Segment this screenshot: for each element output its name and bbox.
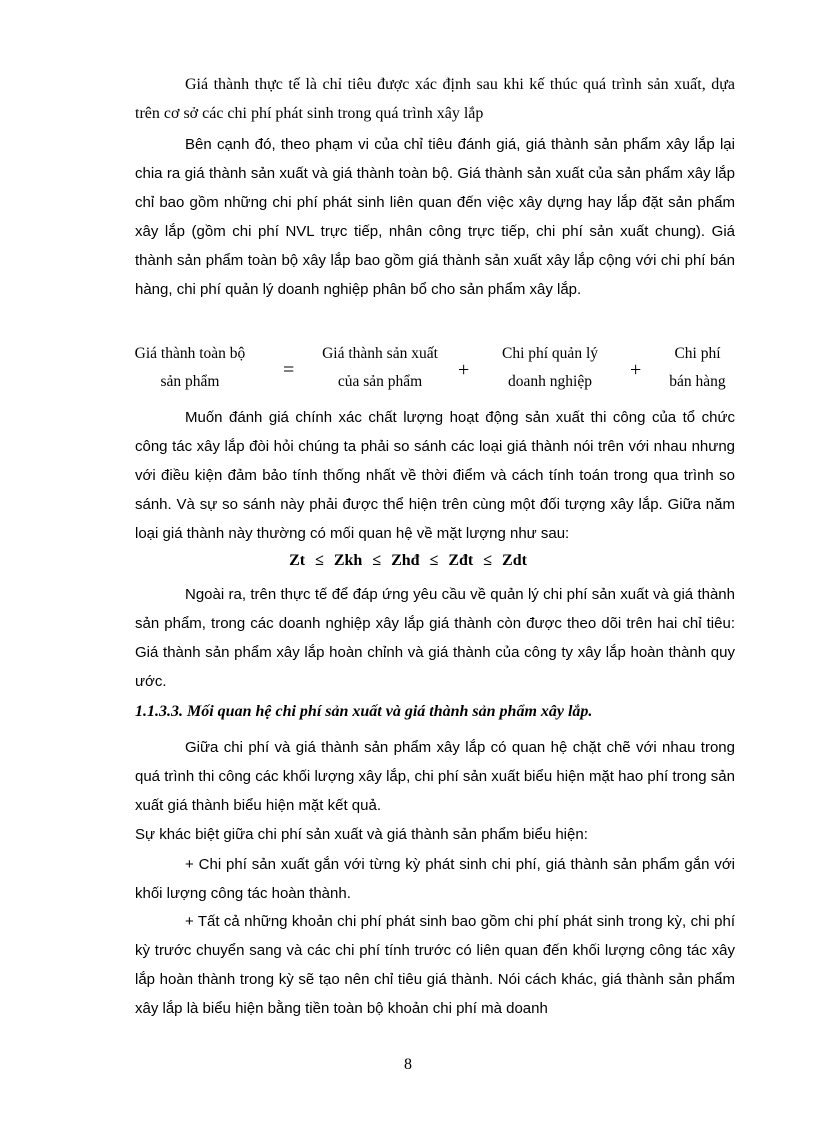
formula-term-selling-cost: Chi phí bán hàng	[669, 345, 726, 390]
paragraph-differences-intro: Sự khác biệt giữa chi phí sản xuất và giá thành sản phẩm biểu hiện:	[135, 826, 588, 843]
section-heading: 1.1.3.3. Mối quan hệ chi phí sản xuất và giá thành sản phẩm xây lắp.	[135, 703, 593, 720]
paragraph-comparison: Muốn đánh giá chính xác chất lượng hoạt động sản xuất thi công của tổ chức công tác xây lắp đòi hỏi chúng ta phải so sánh các loại giá thành nói trên với nhau nhưng với điều kiện đảm bảo tính thống nhất về thời điểm và cách tính toán trong qua trình so sánh. Và sự so sánh này phải được thể hiện trên cùng một đối tượng xây lắp. Giữa năm loại giá thành này thường có mối quan hệ về mặt lượng như sau:	[135, 409, 735, 542]
plus-sign: +	[630, 359, 642, 381]
paragraph-tracking: Ngoài ra, trên thực tế để đáp ứng yêu cầu về quản lý chi phí sản xuất và giá thành sản phẩm, trong các doanh nghiệp xây lắp giá thành còn được theo dõi trên hai chỉ tiêu: Giá thành sản phẩm xây lắp hoàn chỉnh và giá thành của công ty xây lắp hoàn thành quy ước.	[135, 586, 735, 690]
paragraph-cost-scope: Bên cạnh đó, theo phạm vi của chỉ tiêu đánh giá, giá thành sản phẩm xây lắp lại chia ra giá thành sản xuất và giá thành toàn bộ. Giá thành sản xuất của sản phẩm xây lắp chỉ bao gồm những chi phí phát sinh liên quan đến việc xây dựng hay lắp đặt sản phẩm xây lắp (gồm chi phí NVL trực tiếp, nhân công trực tiếp, chi phí sản xuất chung). Giá thành sản phẩm toàn bộ xây lắp bao gồm giá thành sản xuất xây lắp cộng với chi phí bán hàng, chi phí quản lý doanh nghiệp phân bổ cho sản phẩm xây lắp.	[135, 136, 735, 298]
page-number: 8	[404, 1056, 412, 1073]
cost-formula	[120, 338, 750, 398]
formula-term-production-cost: Giá thành sản xuất của sản phẩm	[322, 345, 438, 390]
cost-inequality: Zt ≤ Zkh ≤ Zhđ ≤ Zđt ≤ Zdt	[289, 552, 527, 569]
equals-sign: =	[283, 359, 295, 381]
paragraph-bullet-1: + Chi phí sản xuất gắn với từng kỳ phát sinh chi phí, giá thành sản phẩm gắn với khối lượng công tác hoàn thành.	[135, 856, 735, 902]
paragraph-relationship: Giữa chi phí và giá thành sản phẩm xây lắp có quan hệ chặt chẽ với nhau trong quá trình thi công các khối lượng xây lắp, chi phí sản xuất biểu hiện mặt hao phí trong sản xuất giá thành biểu hiện mặt kết quả.	[135, 739, 735, 814]
formula-term-total-cost: Giá thành toàn bộ sản phẩm	[134, 345, 246, 390]
plus-sign: +	[458, 359, 470, 381]
paragraph-actual-cost: Giá thành thực tế là chỉ tiêu được xác định sau khi kế thúc quá trình sản xuất, dựa trên cơ sở các chi phí phát sinh trong quá trình xây lắp	[135, 76, 735, 122]
paragraph-bullet-2: + Tất cả những khoản chi phí phát sinh bao gồm chi phí phát sinh trong kỳ, chi phí kỳ trước chuyển sang và các chi phí tính trước có liên quan đến khối lượng công tác xây lắp hoàn thành trong kỳ sẽ tạo nên chỉ tiêu giá thành. Nói cách khác, giá thành sản phẩm xây lắp là biểu hiện bằng tiền toàn bộ khoản chi phí mà doanh	[135, 913, 735, 1017]
formula-term-management-cost: Chi phí quản lý doanh nghiệp	[501, 345, 598, 390]
